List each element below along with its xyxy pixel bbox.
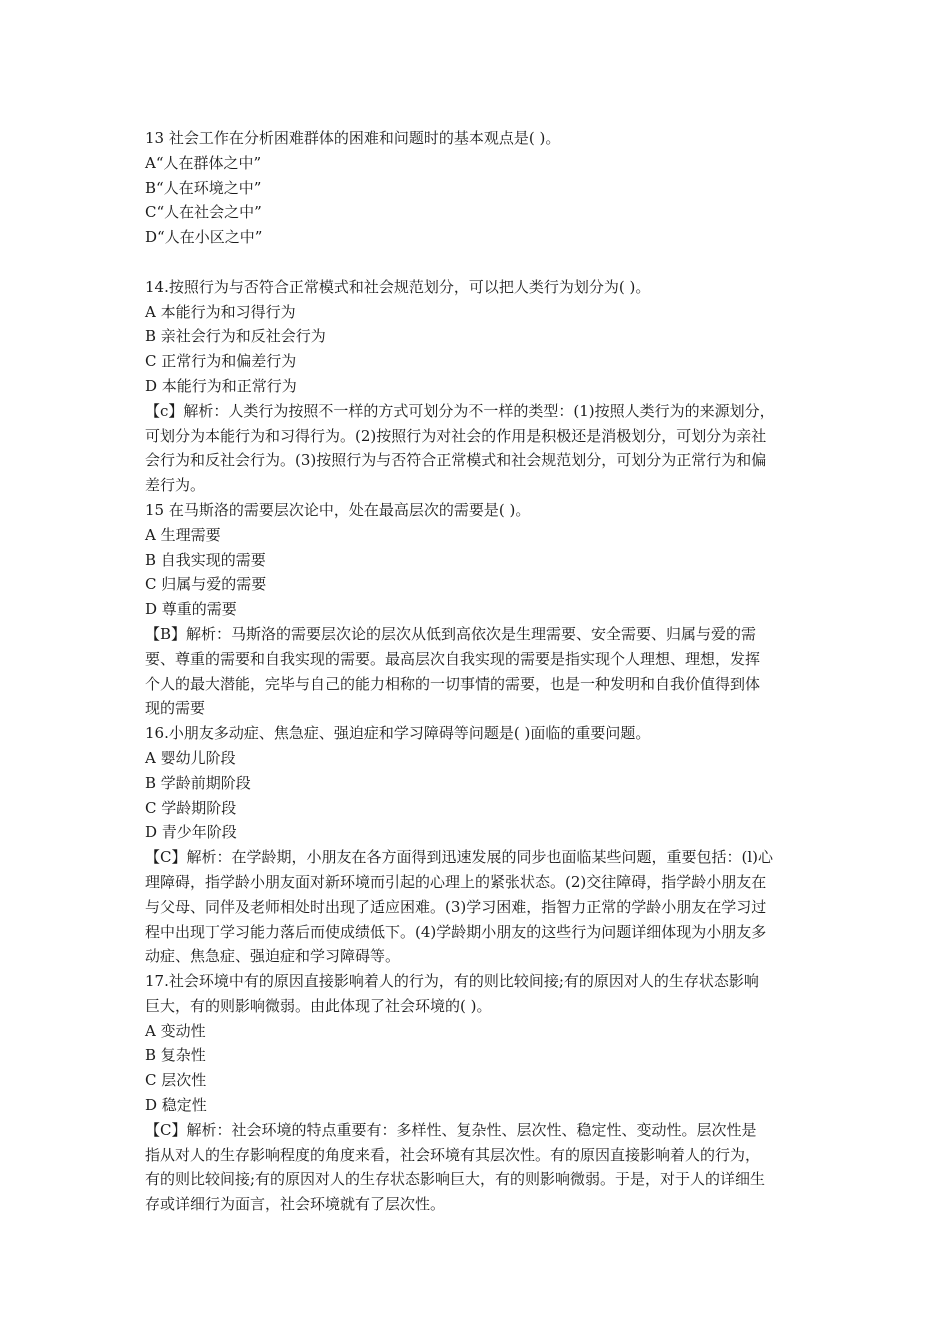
option-a: A 生理需要 — [145, 525, 221, 544]
option-c: C 层次性 — [145, 1071, 207, 1090]
option-d: D 青少年阶段 — [145, 823, 237, 842]
blank-line — [145, 250, 810, 275]
question-stem: 15 在马斯洛的需要层次论中，处在最高层次的需要是( )。 — [145, 500, 531, 519]
analysis-line: 有的则比较间接;有的原因对人的生存状态影响巨大，有的则影响微弱。于是，对于人的详细生 — [145, 1170, 766, 1189]
answer-analysis — [145, 845, 810, 969]
option-a: A“人在群体之中” — [145, 153, 262, 172]
option-d: D 尊重的需要 — [145, 600, 237, 619]
option-b: B“人在环境之中” — [145, 178, 262, 197]
option-c: C 正常行为和偏差行为 — [145, 352, 297, 371]
option-c: C 学龄期阶段 — [145, 798, 237, 817]
document-page — [145, 126, 810, 1217]
analysis-line: 【C】解析：在学龄期，小朋友在各方面得到迅速发展的同步也面临某些问题，重要包括：(l)心 — [145, 848, 773, 867]
analysis-line: 指从对人的生存影响程度的角度来看，社会环境有其层次性。有的原因直接影响着人的行为， — [145, 1145, 761, 1164]
option-b: B 复杂性 — [145, 1046, 206, 1065]
analysis-line: 存或详细行为面言，社会环境就有了层次性。 — [145, 1195, 446, 1214]
answer-analysis — [145, 1118, 810, 1217]
answer-analysis — [145, 399, 810, 498]
question-stem: 13 社会工作在分析困难群体的困难和问题时的基本观点是( )。 — [145, 129, 561, 147]
question-stem: 16.小朋友多动症、焦急症、强迫症和学习障碍等问题是( )面临的重要问题。 — [145, 724, 651, 743]
answer-analysis — [145, 622, 810, 721]
analysis-line: 差行为。 — [145, 476, 206, 495]
option-a: A 本能行为和习得行为 — [145, 302, 296, 321]
question-15 — [145, 498, 810, 721]
analysis-line: 要、尊重的需要和自我实现的需要。最高层次自我实现的需要是指实现个人理想、理想，发挥 — [145, 649, 761, 668]
question-13 — [145, 126, 810, 250]
option-d: D“人在小区之中” — [145, 228, 263, 247]
analysis-line: 现的需要 — [145, 699, 206, 718]
question-14 — [145, 275, 810, 498]
question-stem-continued: 巨大，有的则影响微弱。由此体现了社会环境的( )。 — [145, 996, 492, 1015]
analysis-line: 与父母、同伴及老师相处时出现了适应困难。(3)学习困难，指智力正常的学龄小朋友在学习过 — [145, 897, 767, 916]
analysis-line: 理障碍，指学龄小朋友面对新环境而引起的心理上的紧张状态。(2)交往障碍，指学龄小朋友在 — [145, 872, 767, 891]
analysis-line: 可划分为本能行为和习得行为。(2)按照行为对社会的作用是积极还是消极划分，可划分为亲社 — [145, 426, 767, 445]
option-d: D 稳定性 — [145, 1096, 207, 1115]
analysis-line: 动症、焦急症、强迫症和学习障碍等。 — [145, 947, 401, 966]
analysis-line: 程中出现丁学习能力落后而使成绩低下。(4)学龄期小朋友的这些行为问题详细体现为小朋友多 — [145, 922, 767, 941]
question-stem: 14.按照行为与否符合正常模式和社会规范划分，可以把人类行为划分为( )。 — [145, 277, 651, 296]
analysis-line: 【B】解析：马斯洛的需要层次论的层次从低到高依次是生理需要、安全需要、归属与爱的需 — [145, 624, 757, 643]
question-16 — [145, 721, 810, 969]
option-a: A 婴幼儿阶段 — [145, 748, 236, 767]
option-b: B 学龄前期阶段 — [145, 773, 251, 792]
analysis-line: 【C】解析：社会环境的特点重要有：多样性、复杂性、层次性、稳定性、变动性。层次性是 — [145, 1120, 757, 1139]
analysis-line: 个人的最大潜能，完毕与自己的能力相称的一切事情的需要，也是一种发明和自我价值得到体 — [145, 674, 761, 693]
option-d: D 本能行为和正常行为 — [145, 376, 297, 395]
option-c: C 归属与爱的需要 — [145, 575, 267, 594]
question-17 — [145, 969, 810, 1217]
question-stem: 17.社会环境中有的原因直接影响着人的行为，有的则比较间接;有的原因对人的生存状态影响 — [145, 972, 759, 991]
option-a: A 变动性 — [145, 1021, 206, 1040]
option-c: C“人在社会之中” — [145, 203, 262, 222]
option-b: B 自我实现的需要 — [145, 550, 266, 569]
analysis-line: 会行为和反社会行为。(3)按照行为与否符合正常模式和社会规范划分，可划分为正常行为和偏 — [145, 451, 767, 470]
analysis-line: 【c】解析：人类行为按照不一样的方式可划分为不一样的类型：(1)按照人类行为的来源划分， — [145, 401, 775, 420]
option-b: B 亲社会行为和反社会行为 — [145, 327, 326, 346]
